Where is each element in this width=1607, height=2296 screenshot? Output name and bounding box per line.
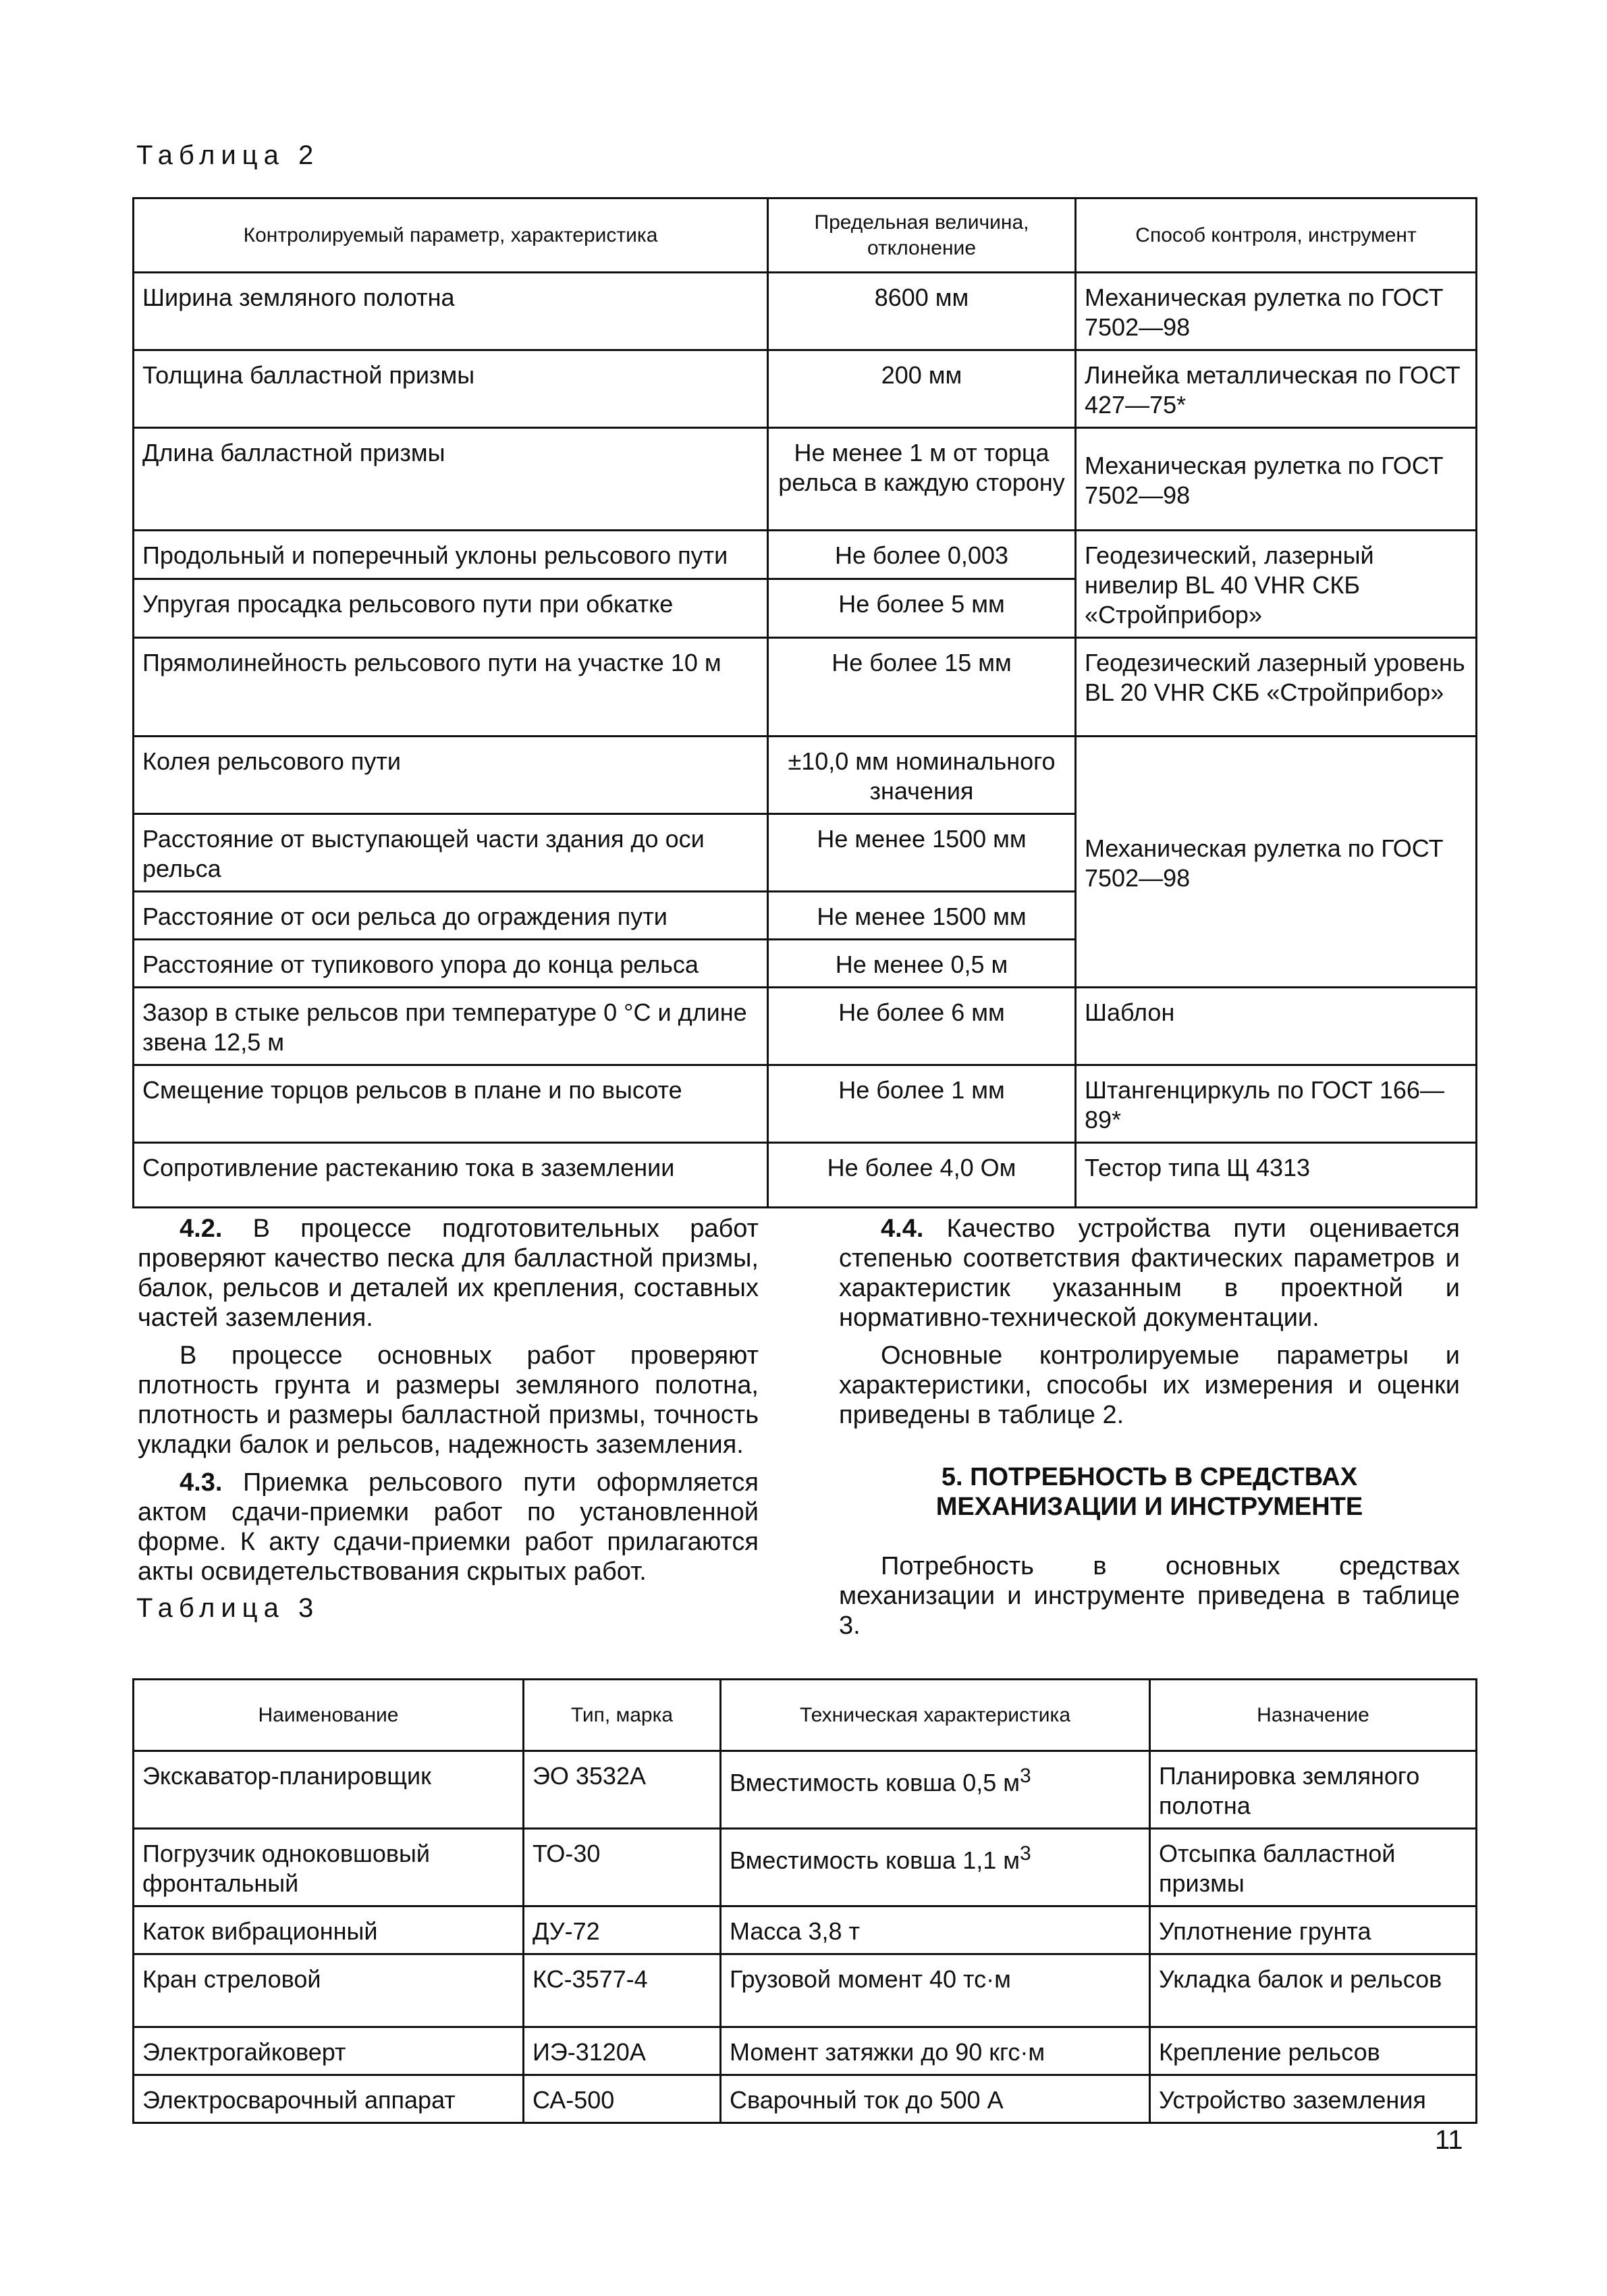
table3-header-name: Наименование <box>134 1680 524 1751</box>
table-row <box>134 273 1477 350</box>
spec-superscript: 3 <box>1020 1842 1031 1865</box>
table2-param: Толщина балластной призмы <box>134 350 768 428</box>
table3-spec: Грузовой момент 40 тс·м <box>721 1954 1150 2027</box>
heading-line: МЕХАНИЗАЦИИ И ИНСТРУМЕНТЕ <box>935 1493 1363 1521</box>
paragraph-4-3 <box>138 1468 759 1586</box>
table2-header-row <box>134 198 1477 273</box>
table-row <box>134 428 1477 531</box>
paragraph-4-4b: Основные контролируемые параметры и характеристики, способы их измерения и оценки приведены в таблице 2. <box>839 1341 1460 1429</box>
table2-value: Не более 5 мм <box>768 579 1076 637</box>
table3-spec: Сварочный ток до 500 А <box>721 2075 1150 2123</box>
table3-type: ТО-30 <box>524 1829 721 1906</box>
table3 <box>132 1678 1477 2124</box>
paragraph-4-4 <box>839 1214 1460 1333</box>
table3-name: Экскаватор-планировщик <box>134 1751 524 1829</box>
section-5-heading <box>839 1462 1460 1522</box>
table3-purpose: Крепление рельсов <box>1150 2027 1477 2075</box>
table3-header-spec: Техническая характеристика <box>721 1680 1150 1751</box>
table2-param: Сопротивление растеканию тока в заземлении <box>134 1143 768 1208</box>
table2-method: Геодезический, лазерный нивелир BL 40 VHR СКБ «Стройприбор» <box>1076 531 1477 638</box>
table3-type: ИЭ-3120А <box>524 2027 721 2075</box>
table3-spec <box>721 1829 1150 1906</box>
table3-type: ЭО 3532А <box>524 1751 721 1829</box>
paragraph-5: Потребность в основных средствах механизации и инструменте приведена в таблице 3. <box>839 1552 1460 1640</box>
table-row <box>134 1954 1477 2027</box>
table2-value: ±10,0 мм номинального значения <box>768 737 1076 814</box>
table3-purpose: Уплотнение грунта <box>1150 1906 1477 1954</box>
table2-value: Не более 6 мм <box>768 988 1076 1065</box>
table3-name: Каток вибрационный <box>134 1906 524 1954</box>
heading-line: 5. ПОТРЕБНОСТЬ В СРЕДСТВАХ <box>941 1463 1358 1491</box>
table-row <box>134 1906 1477 1954</box>
table2-header-param: Контролируемый параметр, характеристика <box>134 198 768 273</box>
table-row <box>134 988 1477 1065</box>
table2-param: Продольный и поперечный уклоны рельсового пути <box>134 531 768 579</box>
table2-param: Прямолинейность рельсового пути на участке 10 м <box>134 638 768 737</box>
table-row <box>134 1143 1477 1208</box>
table-row <box>134 2075 1477 2123</box>
table3-header-row <box>134 1680 1477 1751</box>
paragraph-number: 4.3. <box>180 1468 223 1497</box>
table2-param: Смещение торцов рельсов в плане и по высоте <box>134 1065 768 1143</box>
table2 <box>132 197 1477 1208</box>
table3-purpose: Планировка земляного полотна <box>1150 1751 1477 1829</box>
table3-type: СА-500 <box>524 2075 721 2123</box>
table2-param: Упругая просадка рельсового пути при обкатке <box>134 579 768 637</box>
spec-text: Вместимость ковша 1,1 м <box>730 1846 1020 1874</box>
paragraph-text: Приемка рельсового пути оформляется актом сдачи-приемки работ по установленной форме. К акту сдачи-приемки работ прилагаются акты освидетельствования скрытых работ. <box>138 1468 759 1586</box>
paragraph-number: 4.2. <box>180 1214 223 1243</box>
table2-value: 200 мм <box>768 350 1076 428</box>
table2-method: Механическая рулетка по ГОСТ 7502—98 <box>1076 428 1477 531</box>
table2-value: Не более 0,003 <box>768 531 1076 579</box>
spec-superscript: 3 <box>1020 1765 1031 1787</box>
table-row <box>134 2027 1477 2075</box>
table-row <box>134 1751 1477 1829</box>
spec-text: Вместимость ковша 0,5 м <box>730 1769 1020 1796</box>
table-row <box>134 350 1477 428</box>
paragraph-4-2 <box>138 1214 759 1333</box>
table2-method: Геодезический лазерный уровень BL 20 VHR СКБ «Стройприбор» <box>1076 638 1477 737</box>
table3-type: КС-3577-4 <box>524 1954 721 2027</box>
table3-purpose: Отсыпка балластной призмы <box>1150 1829 1477 1906</box>
table2-value: 8600 мм <box>768 273 1076 350</box>
table2-param: Колея рельсового пути <box>134 737 768 814</box>
table-row <box>134 638 1477 737</box>
table2-header-value: Предельная величина, отклонение <box>768 198 1076 273</box>
paragraph-text: Качество устройства пути оценивается степенью соответствия фактических параметров и характеристик указанным в проектной и нормативно-технической документации. <box>839 1214 1460 1332</box>
left-text-column <box>138 1214 759 1586</box>
table3-name: Погрузчик одноковшовый фронтальный <box>134 1829 524 1906</box>
table2-value: Не менее 1500 мм <box>768 892 1076 940</box>
table2-value: Не более 1 мм <box>768 1065 1076 1143</box>
table2-value: Не более 4,0 Ом <box>768 1143 1076 1208</box>
table3-header-purpose: Назначение <box>1150 1680 1477 1751</box>
page-number: 11 <box>1435 2125 1463 2155</box>
table2-method: Механическая рулетка по ГОСТ 7502—98 <box>1076 273 1477 350</box>
paragraph-text: В процессе подготовительных работ проверяют качество песка для балластной призмы, балок, рельсов и деталей их крепления, составных частей заземления. <box>138 1214 759 1332</box>
table-row <box>134 1065 1477 1143</box>
table2-param: Расстояние от выступающей части здания до оси рельса <box>134 814 768 892</box>
table3-spec <box>721 1751 1150 1829</box>
table3-name: Электросварочный аппарат <box>134 2075 524 2123</box>
table2-param: Расстояние от оси рельса до ограждения пути <box>134 892 768 940</box>
table3-name: Электрогайковерт <box>134 2027 524 2075</box>
table2-label: Таблица 2 <box>136 140 320 170</box>
table3-label: Таблица 3 <box>136 1593 320 1623</box>
table2-header-method: Способ контроля, инструмент <box>1076 198 1477 273</box>
table3-spec: Масса 3,8 т <box>721 1906 1150 1954</box>
table2-method: Штангенциркуль по ГОСТ 166—89* <box>1076 1065 1477 1143</box>
table3-purpose: Укладка балок и рельсов <box>1150 1954 1477 2027</box>
table-row <box>134 737 1477 814</box>
table3-type: ДУ-72 <box>524 1906 721 1954</box>
table2-value: Не менее 1500 мм <box>768 814 1076 892</box>
table2-param: Расстояние от тупикового упора до конца рельса <box>134 940 768 988</box>
table-row <box>134 1829 1477 1906</box>
table3-spec: Момент затяжки до 90 кгс·м <box>721 2027 1150 2075</box>
paragraph-number: 4.4. <box>881 1214 924 1243</box>
table-row <box>134 531 1477 579</box>
table2-value: Не менее 1 м от торца рельса в каждую сторону <box>768 428 1076 531</box>
table3-purpose: Устройство заземления <box>1150 2075 1477 2123</box>
table2-method: Тестор типа Щ 4313 <box>1076 1143 1477 1208</box>
table2-method: Линейка металлическая по ГОСТ 427—75* <box>1076 350 1477 428</box>
table2-value: Не менее 0,5 м <box>768 940 1076 988</box>
table2-param: Ширина земляного полотна <box>134 273 768 350</box>
table3-header-type: Тип, марка <box>524 1680 721 1751</box>
table2-param: Длина балластной призмы <box>134 428 768 531</box>
table3-name: Кран стреловой <box>134 1954 524 2027</box>
right-text-column <box>839 1214 1460 1640</box>
table2-param: Зазор в стыке рельсов при температуре 0 °С и длине звена 12,5 м <box>134 988 768 1065</box>
table2-method: Механическая рулетка по ГОСТ 7502—98 <box>1076 737 1477 988</box>
table2-value: Не более 15 мм <box>768 638 1076 737</box>
paragraph-4-2b: В процессе основных работ проверяют плотность грунта и размеры земляного полотна, плотность и размеры балластной призмы, точность укладки балок и рельсов, надежность заземления. <box>138 1341 759 1459</box>
table2-method: Шаблон <box>1076 988 1477 1065</box>
